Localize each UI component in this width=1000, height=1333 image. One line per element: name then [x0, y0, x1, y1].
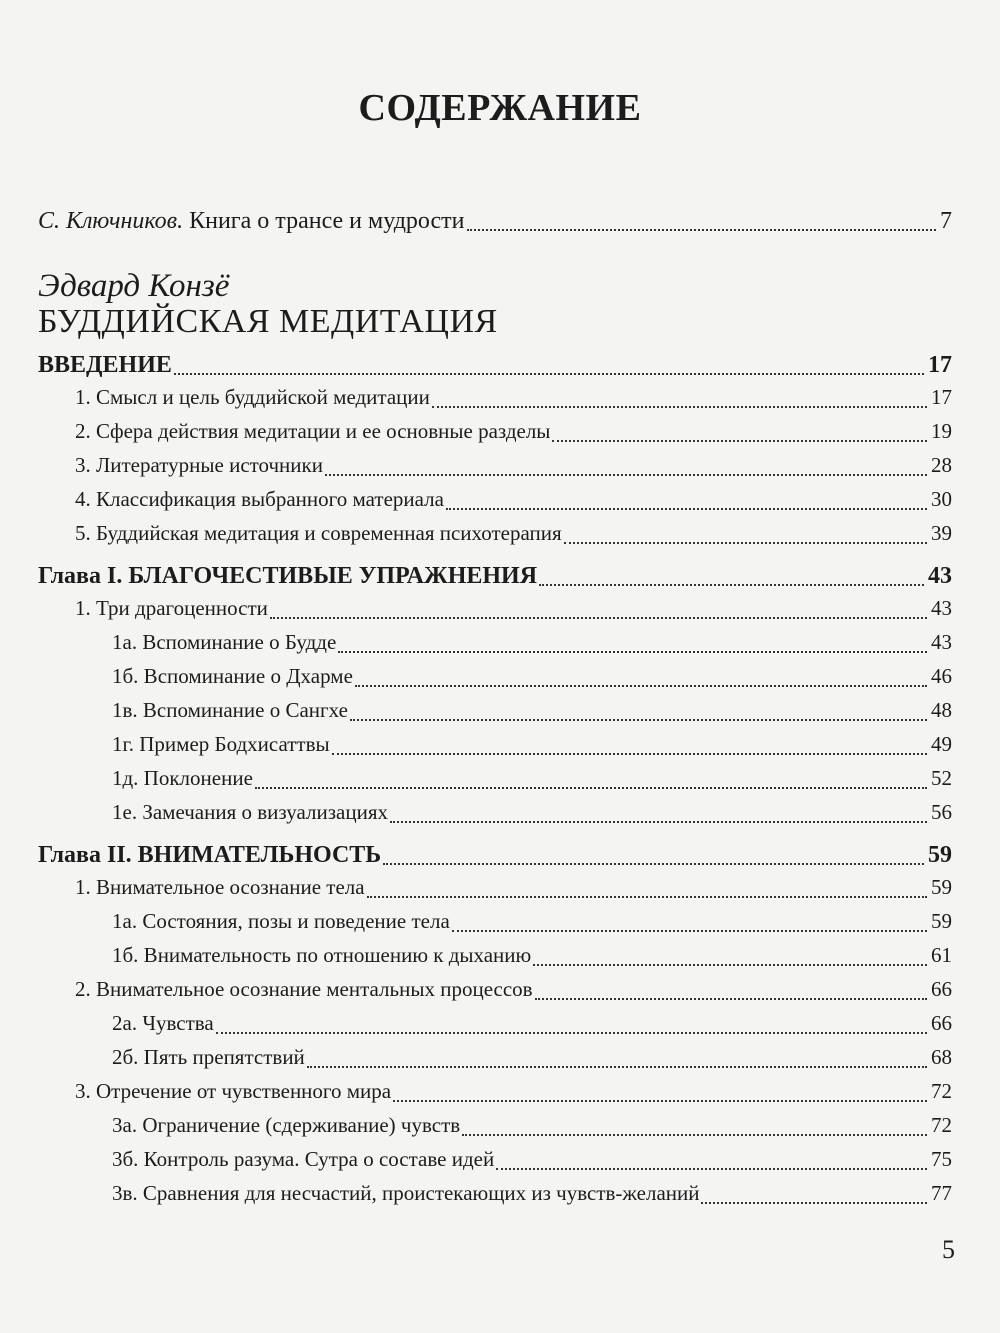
- toc-entry-label: 1е. Замечания о визуализациях: [112, 800, 388, 824]
- toc-entry-chapter-1[interactable]: [38, 563, 952, 595]
- toc-page-number: 43: [928, 563, 952, 589]
- toc-entry[interactable]: [75, 419, 952, 451]
- toc-page-number: 39: [931, 521, 952, 545]
- leader-dots: [496, 1168, 927, 1170]
- leader-dots: [533, 964, 927, 966]
- toc-entry-label: 1г. Пример Бодхисаттвы: [112, 732, 330, 756]
- toc-entry-label: Глава II. ВНИМАТЕЛЬНОСТЬ: [38, 842, 382, 868]
- toc-entry[interactable]: [112, 698, 952, 730]
- toc-entry-label: 1б. Внимательность по отношению к дыханию: [112, 943, 532, 967]
- leader-dots: [355, 685, 927, 687]
- leader-dots: [467, 229, 937, 231]
- toc-page-number: 7: [940, 208, 952, 234]
- toc-entry[interactable]: [112, 1147, 952, 1179]
- intro-author: С. Ключников.: [38, 208, 184, 234]
- toc-entry[interactable]: [112, 664, 952, 696]
- leader-dots: [367, 896, 927, 898]
- leader-dots: [462, 1134, 927, 1136]
- toc-entry[interactable]: [75, 521, 952, 553]
- leader-dots: [325, 474, 927, 476]
- toc-entry[interactable]: [112, 1113, 952, 1145]
- toc-entry-label: 2а. Чувства: [112, 1011, 214, 1035]
- leader-dots: [307, 1066, 927, 1068]
- toc-entry-label: 2. Сфера действия медитации и ее основные разделы: [75, 419, 551, 443]
- toc-entry-label: 5. Буддийская медитация и современная психотерапия: [75, 521, 562, 545]
- toc-page-number: 77: [931, 1181, 952, 1205]
- toc-page-number: 59: [931, 875, 952, 899]
- toc-page-number: 59: [931, 909, 952, 933]
- toc-page-number: 43: [931, 596, 952, 620]
- toc-page-number: 68: [931, 1045, 952, 1069]
- toc-page-number: 56: [931, 800, 952, 824]
- toc-entry[interactable]: [112, 630, 952, 662]
- toc-entry-label: ВВЕДЕНИЕ: [38, 352, 172, 378]
- toc-entry[interactable]: [112, 800, 952, 832]
- toc-entry-label: 3. Литературные источники: [75, 453, 323, 477]
- leader-dots: [332, 753, 927, 755]
- toc-page-number: 48: [931, 698, 952, 722]
- leader-dots: [701, 1202, 927, 1204]
- toc-entry[interactable]: [75, 977, 952, 1009]
- leader-dots: [338, 651, 927, 653]
- toc-intro-entry[interactable]: [38, 208, 952, 240]
- intro-title: Книга о трансе и мудрости: [189, 208, 465, 234]
- leader-dots: [564, 542, 927, 544]
- toc-entry[interactable]: [112, 766, 952, 798]
- toc-page-number: 66: [931, 1011, 952, 1035]
- toc-entry[interactable]: [75, 596, 952, 628]
- toc-page-number: 75: [931, 1147, 952, 1171]
- leader-dots: [446, 508, 927, 510]
- toc-page-number: 30: [931, 487, 952, 511]
- leader-dots: [350, 719, 927, 721]
- leader-dots: [390, 821, 927, 823]
- toc-page-number: 61: [931, 943, 952, 967]
- toc-page-number: 49: [931, 732, 952, 756]
- leader-dots: [383, 863, 924, 865]
- toc-page-number: 72: [931, 1079, 952, 1103]
- toc-entry[interactable]: [75, 1079, 952, 1111]
- toc-entry-label: 1. Смысл и цель буддийской медитации: [75, 385, 430, 409]
- toc-entry-label: 4. Классификация выбранного материала: [75, 487, 444, 511]
- toc-page-number: 17: [931, 385, 952, 409]
- toc-entry-label: [38, 208, 465, 235]
- leader-dots: [216, 1032, 927, 1034]
- toc-entry[interactable]: [112, 1045, 952, 1077]
- toc-entry-label: 1а. Вспоминание о Будде: [112, 630, 337, 654]
- toc-entry[interactable]: [75, 875, 952, 907]
- leader-dots: [552, 440, 927, 442]
- toc-entry-label: 1. Внимательное осознание тела: [75, 875, 365, 899]
- toc-entry-label: 1. Три драгоценности: [75, 596, 268, 620]
- toc-entry[interactable]: [75, 487, 952, 519]
- toc-page-number: 72: [931, 1113, 952, 1137]
- toc-entry-label: 1а. Состояния, позы и поведение тела: [112, 909, 450, 933]
- toc-entry-label: 3а. Ограничение (сдерживание) чувств: [112, 1113, 461, 1137]
- toc-entry-label: Глава I. БЛАГОЧЕСТИВЫЕ УПРАЖНЕНИЯ: [38, 563, 538, 589]
- toc-entry-chapter-2[interactable]: [38, 842, 952, 874]
- leader-dots: [270, 617, 927, 619]
- leader-dots: [393, 1100, 927, 1102]
- toc-entry-label: 1в. Вспоминание о Сангхе: [112, 698, 348, 722]
- leader-dots: [452, 930, 927, 932]
- toc-entry[interactable]: [112, 909, 952, 941]
- toc-entry[interactable]: [112, 1011, 952, 1043]
- toc-entry-label: 1б. Вспоминание о Дхарме: [112, 664, 353, 688]
- toc-entry-label: 3. Отречение от чувственного мира: [75, 1079, 392, 1103]
- page-title: СОДЕРЖАНИЕ: [358, 87, 642, 129]
- toc-page-number: 52: [931, 766, 952, 790]
- book-author: Эдвард Конзё: [38, 268, 230, 304]
- leader-dots: [535, 998, 927, 1000]
- toc-page-number: 28: [931, 453, 952, 477]
- toc-entry[interactable]: [75, 385, 952, 417]
- toc-entry[interactable]: [112, 1181, 952, 1213]
- toc-entry[interactable]: [75, 453, 952, 485]
- toc-page-number: 19: [931, 419, 952, 443]
- leader-dots: [432, 406, 927, 408]
- toc-page-number: 17: [928, 352, 952, 378]
- page-number: 5: [942, 1235, 955, 1264]
- toc-entry[interactable]: [112, 943, 952, 975]
- leader-dots: [255, 787, 927, 789]
- toc-entry-label: 2. Внимательное осознание ментальных процессов: [75, 977, 533, 1001]
- toc-entry-label: 3б. Контроль разума. Сутра о составе идей: [112, 1147, 495, 1171]
- toc-page-number: 43: [931, 630, 952, 654]
- toc-entry-label: 1д. Поклонение: [112, 766, 253, 790]
- toc-page-number: 66: [931, 977, 952, 1001]
- toc-page-number: 46: [931, 664, 952, 688]
- toc-entry-label: 2б. Пять препятствий: [112, 1045, 305, 1069]
- toc-page-number: 59: [928, 842, 952, 868]
- book-title: БУДДИЙСКАЯ МЕДИТАЦИЯ: [38, 303, 498, 340]
- toc-entry-intro-section[interactable]: [38, 352, 952, 384]
- toc-entry-label: 3в. Сравнения для несчастий, проистекающих из чувств-желаний: [112, 1181, 700, 1205]
- leader-dots: [174, 373, 924, 375]
- leader-dots: [539, 584, 924, 586]
- toc-entry[interactable]: [112, 732, 952, 764]
